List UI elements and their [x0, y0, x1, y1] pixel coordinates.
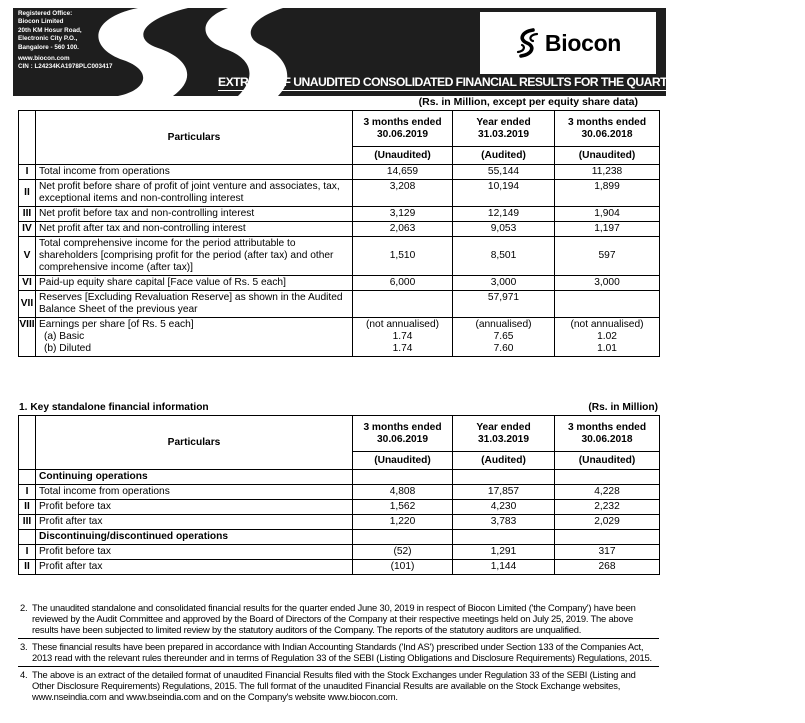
- continuing-operations-heading: Continuing operations: [36, 470, 353, 485]
- col3-status: (Unaudited): [555, 147, 660, 165]
- particulars-header: Particulars: [36, 416, 353, 470]
- logo-text: Biocon: [544, 29, 622, 56]
- office-line: Registered Office:: [18, 10, 73, 17]
- office-line: Biocon Limited: [18, 18, 64, 26]
- standalone-units: (Rs. in Million): [588, 402, 658, 413]
- col3-header: 3 months ended 30.06.2018: [555, 111, 660, 147]
- office-line: Bangalore - 560 100.: [18, 43, 79, 51]
- col1-header: 3 months ended 30.06.2019: [353, 416, 453, 452]
- table-row: I Total income from operations 4,808 17,857 4,228: [19, 485, 660, 500]
- table-row: IV Net profit after tax and non-controlling interest 2,063 9,053 1,197: [19, 222, 660, 237]
- eps-row: VIII Earnings per share [of Rs. 5 each] (a) Basic (b) Diluted (not annualised) 1.74 1.74 (annualised) 7.65 7.60 (not annualised) 1.02 1.01: [19, 318, 660, 357]
- col2-status: (Audited): [453, 147, 555, 165]
- note-item: 2. The unaudited standalone and consolidated financial results for the quarter ended June 30, 2019 in respect of Biocon Limited ('the Company') have been reviewed by the Audit Committee and approved by the Board of Directors of the Company at their respective meetings held on July 25, 2019. The above results have been subjected to limited review by the statutory auditors of the Company. The reports of the statutory auditors are unqualified.: [18, 600, 659, 639]
- table-header-row: [19, 111, 660, 147]
- title-underline: [218, 90, 666, 91]
- consolidated-results-table: [18, 110, 660, 357]
- col1-status: (Unaudited): [353, 147, 453, 165]
- registered-office-block: [18, 10, 113, 72]
- office-line: Electronic City P.O.,: [18, 35, 78, 43]
- table-row: I Profit before tax (52) 1,291 317: [19, 545, 660, 560]
- note-item: 3. These financial results have been prepared in accordance with Indian Accounting Standards ('Ind AS') prescribed under Section 133 of the Companies Act, 2013 read with the relevant rules thereunder and in terms of Regulation 33 of the SEBI (Listing Obligations and Disclosure Requirements) Regulations, 2015.: [18, 639, 659, 667]
- biocon-mark-icon: [515, 28, 541, 58]
- office-line: 20th KM Hosur Road,: [18, 26, 82, 34]
- col2-header: Year ended 31.03.2019: [453, 416, 555, 452]
- section-heading-row: [19, 470, 660, 485]
- standalone-section-title: 1. Key standalone financial information: [19, 402, 209, 413]
- notes-section: [18, 600, 659, 705]
- col3-header: 3 months ended 30.06.2018: [555, 416, 660, 452]
- col1-header: 3 months ended 30.06.2019: [353, 111, 453, 147]
- table-row: III Net profit before tax and non-controlling interest 3,129 12,149 1,904: [19, 207, 660, 222]
- table-row: II Net profit before share of profit of joint venture and associates, tax, exceptional items and non-controlling interest 3,208 10,194 1,899: [19, 180, 660, 207]
- particulars-header: Particulars: [36, 111, 353, 165]
- table-row: VI Paid-up equity share capital [Face value of Rs. 5 each] 6,000 3,000 3,000: [19, 276, 660, 291]
- eps-labels: Earnings per share [of Rs. 5 each] (a) Basic (b) Diluted: [36, 318, 353, 357]
- standalone-results-table: [18, 415, 660, 575]
- table-row: V Total comprehensive income for the period attributable to shareholders [comprising profit for the period (after tax) and other comprehensive income (after tax)] 1,510 8,501 597: [19, 237, 660, 276]
- units-note: (Rs. in Million, except per equity share data): [418, 96, 638, 108]
- note-item: 4. The above is an extract of the detailed format of unaudited Financial Results filed with the Stock Exchanges under Regulation 33 of the SEBI (Listing and Other Disclosure Requirements) Regulations, 2015. The full format of the unaudited Financial Results are available on the Stock Exchange websites, www.nseindia.com and www.bseindia.com and on the Company's website www.biocon.com.: [20, 669, 636, 702]
- table-row: II Profit after tax (101) 1,144 268: [19, 560, 660, 575]
- page-title: EXTRACT OF UNAUDITED CONSOLIDATED FINANCIAL RESULTS FOR THE QUARTER ENDED JUNE 30, 2019: [218, 75, 805, 89]
- table-row: I Total income from operations 14,659 55,144 11,238: [19, 165, 660, 180]
- table-row: II Profit before tax 1,562 4,230 2,232: [19, 500, 660, 515]
- audit-status-row: (Unaudited) (Audited) (Unaudited): [19, 452, 660, 470]
- discontinued-operations-heading: Discontinuing/discontinued operations: [36, 530, 353, 545]
- col2-header: Year ended 31.03.2019: [453, 111, 555, 147]
- office-line: www.biocon.com: [18, 55, 70, 63]
- table-header-row: [19, 416, 660, 452]
- section-heading-row: [19, 530, 660, 545]
- logo: [480, 12, 656, 74]
- office-line: CIN : L24234KA1978PLC003417: [18, 63, 113, 71]
- table-row: III Profit after tax 1,220 3,783 2,029: [19, 515, 660, 530]
- table-row: VII Reserves [Excluding Revaluation Reserve] as shown in the Audited Balance Sheet of the previous year 57,971: [19, 291, 660, 318]
